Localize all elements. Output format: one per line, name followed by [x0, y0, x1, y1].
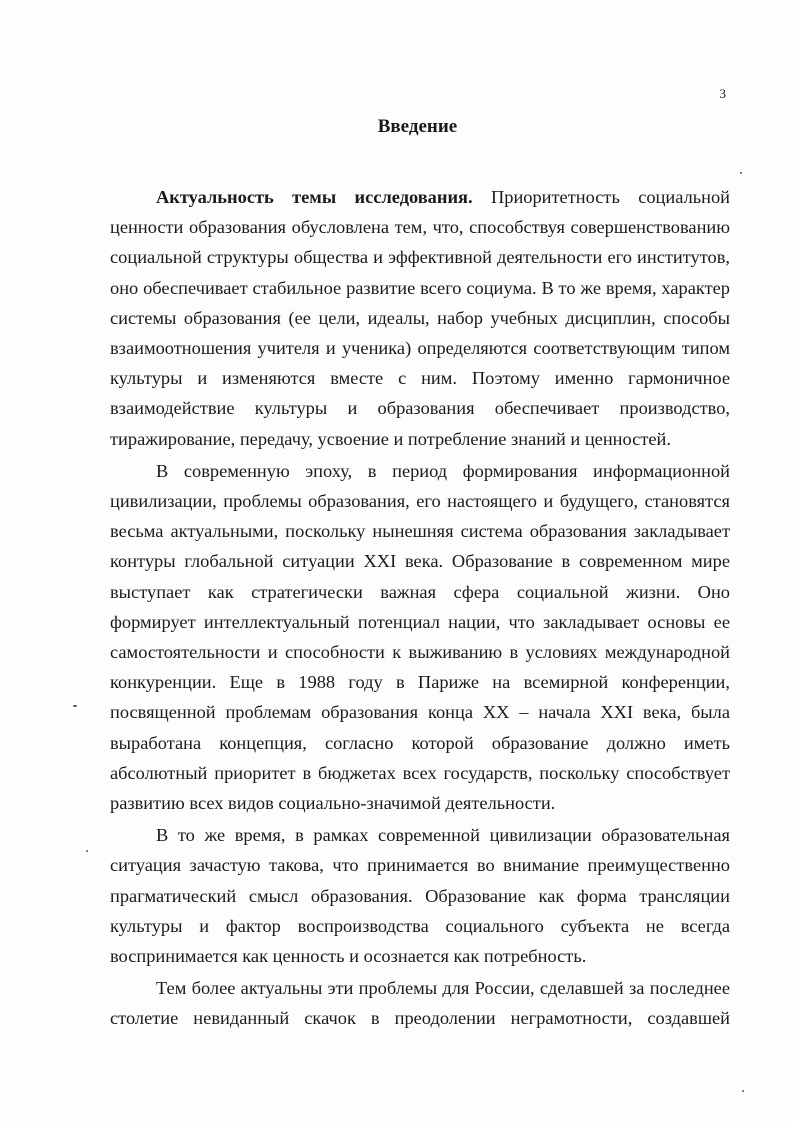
scan-speck	[740, 172, 742, 174]
page-title: Введение	[377, 116, 458, 137]
body-text	[110, 182, 730, 1034]
page-number: 3	[719, 86, 726, 101]
paragraph-lead: Актуальность темы исследования.	[156, 187, 473, 207]
paragraph-relevance	[110, 182, 730, 454]
paragraph-russia: Тем более актуальны эти проблемы для России, сделавшей за последнее столетие невиданный скачок в преодолении неграмотности, создавшей	[110, 978, 730, 1029]
paragraph-modern-epoch: В современную эпоху, в период формирования информационной цивилизации, проблемы образования, его настоящего и будущего, становятся весьма актуальными, поскольку нынешняя система образования закладывает контуры глобальной ситуации XXI века. Образование в современном мире выступает как стратегически важная сфера социальной жизни. Оно формирует интеллектуальный потенциал нации, что закладывает основы ее самостоятельности и способности к выживанию в условиях международной конкуренции. Еще в 1988 году в Париже на всемирной конференции, посвященной проблемам образования конца XX – начала XXI века, была выработана концепция, согласно которой образование должно иметь абсолютный приоритет в бюджетах всех государств, поскольку способствует развитию всех видов социально-значимой деятельности.	[110, 460, 730, 814]
paragraph-pragmatic: В то же время, в рамках современной цивилизации образовательная ситуация зачастую такова, что принимается во внимание преимущественно прагматический смысл образования. Образование как форма трансляции культуры и фактор воспроизводства социального субъекта не всегда воспринимается как ценность и осознается как потребность.	[110, 825, 730, 967]
scan-speck	[73, 705, 77, 707]
scan-speck	[742, 1090, 744, 1092]
paragraph-text: Приоритетность социальной ценности образования обусловлена тем, что, способствуя совершенствованию социальной структуры общества и эффективной деятельности его институтов, оно обеспечивает стабильное развитие всего социума. В то же время, характер системы образования (ее цели, идеалы, набор учебных дисциплин, способы взаимоотношения учителя и ученика) определяются соответствующим типом культуры и изменяются вместе с ним. Поэтому именно гармоничное взаимодействие культуры и образования обеспечивает производство, тиражирование, передачу, усвоение и потребление знаний и ценностей.	[110, 187, 731, 449]
scan-speck	[86, 850, 88, 852]
